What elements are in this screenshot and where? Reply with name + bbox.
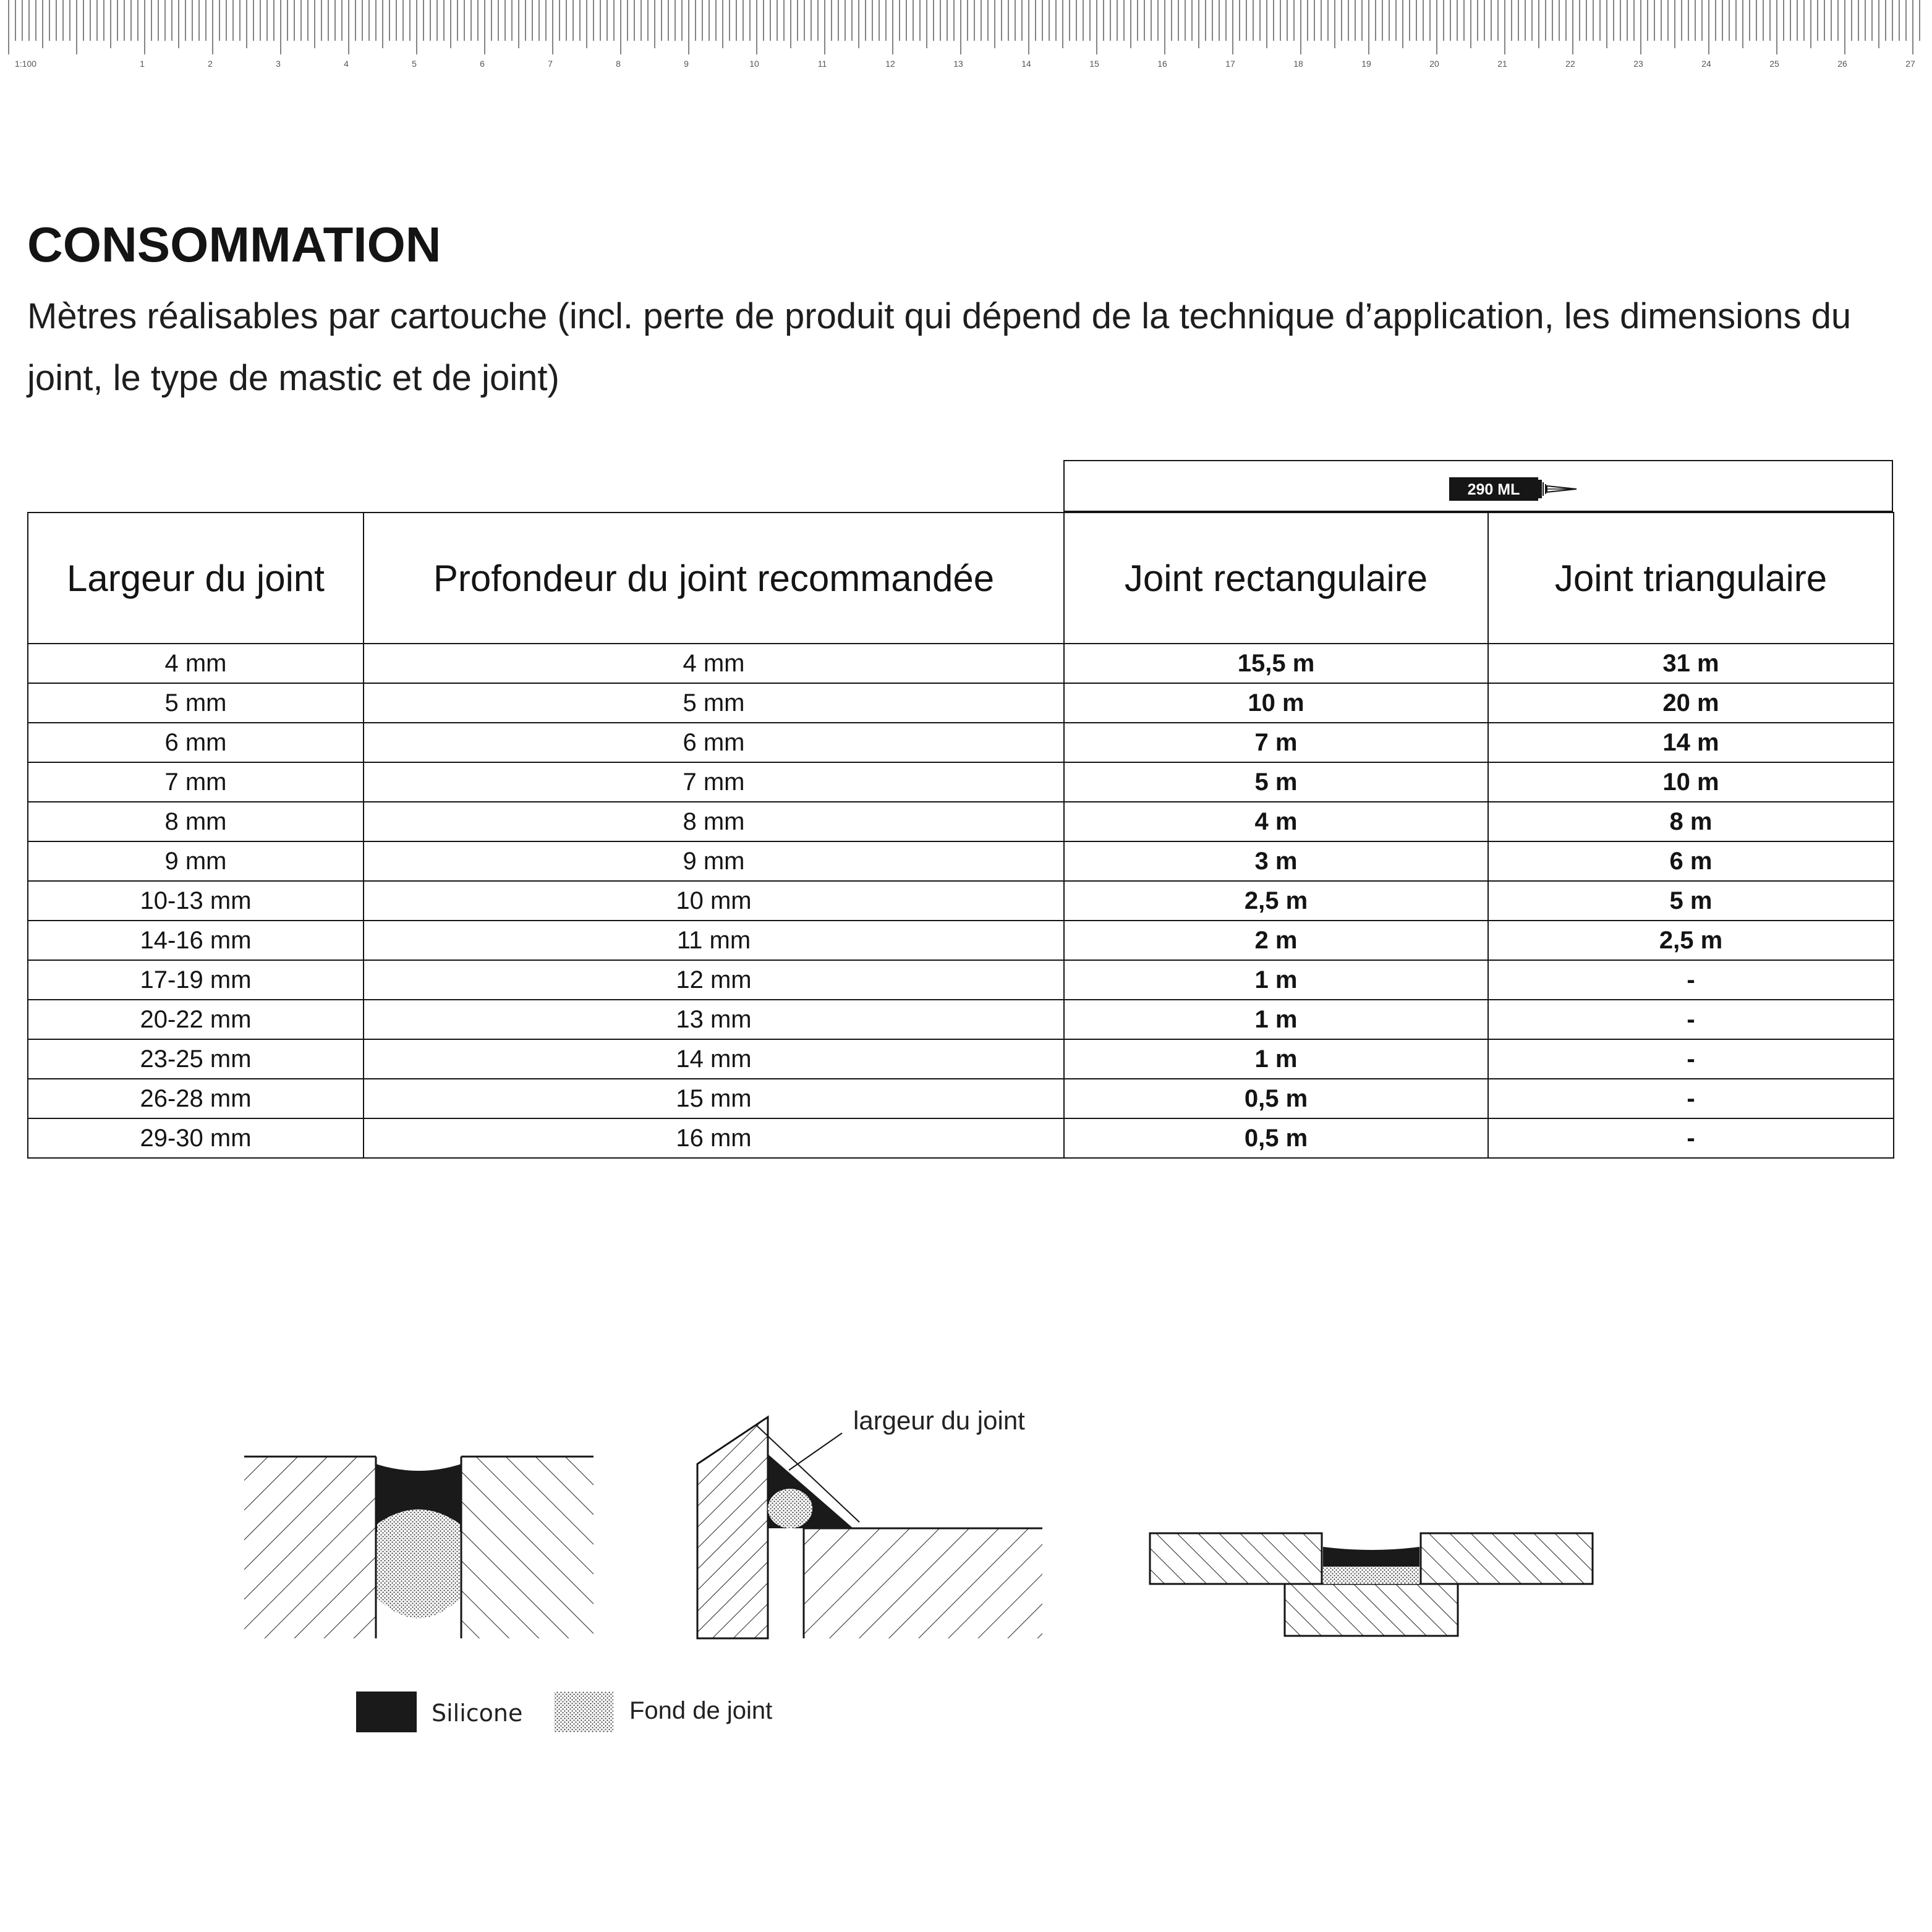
table-row [28, 1079, 1894, 1118]
ruler-number: 18 [1293, 59, 1303, 69]
cell-recommended-depth: 4 mm [364, 644, 1064, 683]
table-row [28, 644, 1894, 683]
cell-joint-width: 8 mm [28, 802, 364, 841]
ruler-number: 20 [1429, 59, 1439, 69]
cell-triangular-length: - [1488, 1118, 1894, 1158]
flush-joint-diagram [1150, 1533, 1593, 1636]
cell-recommended-depth: 16 mm [364, 1118, 1064, 1158]
cell-rectangular-length: 0,5 m [1064, 1118, 1488, 1158]
cell-recommended-depth: 6 mm [364, 723, 1064, 762]
cell-rectangular-length: 1 m [1064, 1039, 1488, 1079]
cartridge-nozzle-icon [1538, 479, 1578, 500]
cell-rectangular-length: 3 m [1064, 841, 1488, 881]
ruler-number: 21 [1497, 59, 1507, 69]
header-recommended-depth: Profondeur du joint recommandée [364, 513, 1064, 644]
ruler-number: 14 [1021, 59, 1031, 69]
backer-rod [768, 1489, 812, 1528]
cell-triangular-length: 6 m [1488, 841, 1894, 881]
table-row [28, 723, 1894, 762]
cell-recommended-depth: 13 mm [364, 1000, 1064, 1039]
table-row [28, 762, 1894, 802]
cell-rectangular-length: 2,5 m [1064, 881, 1488, 921]
ruler-number: 24 [1701, 59, 1711, 69]
joint-width-annotation: largeur du joint [853, 1406, 1025, 1435]
silicone-swatch [356, 1692, 417, 1732]
cell-rectangular-length: 5 m [1064, 762, 1488, 802]
table-row [28, 841, 1894, 881]
cell-rectangular-length: 4 m [1064, 802, 1488, 841]
ruler-number: 15 [1089, 59, 1099, 69]
ruler-number: 12 [885, 59, 895, 69]
cell-joint-width: 6 mm [28, 723, 364, 762]
table-row [28, 881, 1894, 921]
cell-triangular-length: 2,5 m [1488, 921, 1894, 960]
ruler-number: 1 [140, 59, 145, 69]
cell-joint-width: 4 mm [28, 644, 364, 683]
ruler-number: 4 [344, 59, 349, 69]
cell-recommended-depth: 11 mm [364, 921, 1064, 960]
cell-joint-width: 23-25 mm [28, 1039, 364, 1079]
table-row [28, 1118, 1894, 1158]
cell-triangular-length: 5 m [1488, 881, 1894, 921]
ruler-number: 5 [412, 59, 417, 69]
header-triangular-joint: Joint triangulaire [1488, 513, 1894, 644]
ruler-scale-label: 1:100 [15, 59, 37, 69]
cell-recommended-depth: 10 mm [364, 881, 1064, 921]
cell-recommended-depth: 9 mm [364, 841, 1064, 881]
ruler-number: 11 [817, 59, 827, 69]
cell-rectangular-length: 1 m [1064, 960, 1488, 1000]
cell-rectangular-length: 7 m [1064, 723, 1488, 762]
table-row [28, 960, 1894, 1000]
cell-recommended-depth: 7 mm [364, 762, 1064, 802]
cartridge-header-cell [1063, 460, 1893, 512]
table-row [28, 921, 1894, 960]
cell-joint-width: 7 mm [28, 762, 364, 802]
ruler-number: 25 [1769, 59, 1779, 69]
cell-triangular-length: 8 m [1488, 802, 1894, 841]
ruler-number: 19 [1361, 59, 1371, 69]
cell-joint-width: 9 mm [28, 841, 364, 881]
diagram-legend [356, 1692, 772, 1732]
ruler-number: 3 [276, 59, 281, 69]
cell-rectangular-length: 2 m [1064, 921, 1488, 960]
table-row [28, 683, 1894, 723]
joint-diagrams [0, 1385, 1932, 1756]
cell-rectangular-length: 0,5 m [1064, 1079, 1488, 1118]
cell-triangular-length: - [1488, 1000, 1894, 1039]
ruler-number: 22 [1565, 59, 1575, 69]
table-row [28, 1039, 1894, 1079]
page-title: CONSOMMATION [27, 217, 441, 272]
ruler-number: 26 [1837, 59, 1847, 69]
consumption-table [27, 512, 1894, 1159]
cell-rectangular-length: 1 m [1064, 1000, 1488, 1039]
ruler-number: 9 [684, 59, 689, 69]
cell-rectangular-length: 10 m [1064, 683, 1488, 723]
legend-silicone-label: Silicone [432, 1700, 523, 1727]
cell-triangular-length: - [1488, 1039, 1894, 1079]
cell-recommended-depth: 5 mm [364, 683, 1064, 723]
table-row [28, 802, 1894, 841]
ruler-number: 8 [616, 59, 621, 69]
backer-swatch [554, 1692, 613, 1732]
cell-joint-width: 29-30 mm [28, 1118, 364, 1158]
cell-triangular-length: 14 m [1488, 723, 1894, 762]
cell-triangular-length: - [1488, 960, 1894, 1000]
cell-recommended-depth: 14 mm [364, 1039, 1064, 1079]
ruler-number: 2 [208, 59, 213, 69]
table-header-row [28, 513, 1894, 644]
header-joint-width: Largeur du joint [28, 513, 364, 644]
cell-triangular-length: - [1488, 1079, 1894, 1118]
ruler-number: 13 [953, 59, 963, 69]
cell-joint-width: 26-28 mm [28, 1079, 364, 1118]
measurement-ruler [0, 0, 1932, 80]
backer-rod [377, 1510, 460, 1619]
ruler-number: 16 [1157, 59, 1167, 69]
ruler-number: 17 [1225, 59, 1235, 69]
header-rectangular-joint: Joint rectangulaire [1064, 513, 1488, 644]
cell-joint-width: 20-22 mm [28, 1000, 364, 1039]
ruler-number: 7 [548, 59, 553, 69]
cell-triangular-length: 31 m [1488, 644, 1894, 683]
cartridge-volume-badge: 290 ML [1449, 477, 1538, 501]
ruler-number: 27 [1905, 59, 1915, 69]
butt-joint-diagram [244, 1457, 594, 1638]
cell-triangular-length: 10 m [1488, 762, 1894, 802]
backer-rod [1323, 1567, 1419, 1584]
ruler-number: 6 [480, 59, 485, 69]
corner-joint-diagram [697, 1406, 1042, 1638]
cell-rectangular-length: 15,5 m [1064, 644, 1488, 683]
cell-joint-width: 14-16 mm [28, 921, 364, 960]
page-subtitle: Mètres réalisables par cartouche (incl. perte de produit qui dépend de la technique d’application, les dimensions du joint, le type de mastic et de joint) [27, 296, 1852, 398]
table-row [28, 1000, 1894, 1039]
ruler-number: 10 [749, 59, 759, 69]
cell-triangular-length: 20 m [1488, 683, 1894, 723]
legend-backer-label: Fond de joint [629, 1697, 773, 1724]
cell-recommended-depth: 15 mm [364, 1079, 1064, 1118]
cell-joint-width: 10-13 mm [28, 881, 364, 921]
cell-recommended-depth: 12 mm [364, 960, 1064, 1000]
cell-recommended-depth: 8 mm [364, 802, 1064, 841]
cell-joint-width: 5 mm [28, 683, 364, 723]
ruler-number: 23 [1633, 59, 1643, 69]
silicone-fill [1323, 1547, 1419, 1567]
cell-joint-width: 17-19 mm [28, 960, 364, 1000]
